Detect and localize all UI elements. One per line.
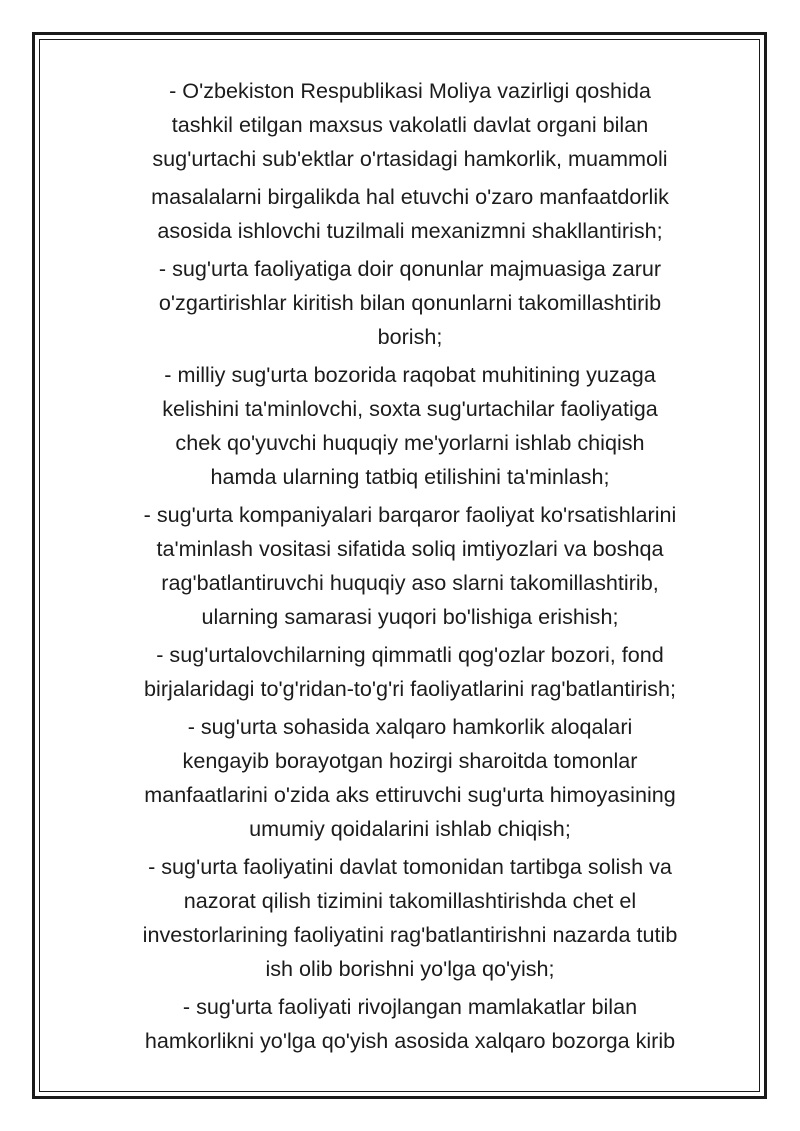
paragraph-6	[100, 710, 720, 846]
text-line: - sug'urtalovchilarning qimmatli qog'ozlar bozori, fond	[156, 642, 664, 667]
text-line: ta'minlash vositasi sifatida soliq imtiyozlari va boshqa	[156, 536, 664, 561]
paragraph-3	[100, 358, 720, 494]
text-line: asosida ishlovchi tuzilmali mexanizmni shakllantirish;	[157, 218, 663, 243]
text-line: - sug'urta sohasida xalqaro hamkorlik aloqalari	[187, 714, 633, 739]
document-body	[100, 74, 720, 1062]
text-line: kelishini ta'minlovchi, soxta sug'urtachilar faoliyatiga	[162, 396, 658, 421]
text-line: chek qo'yuvchi huquqiy me'yorlarni ishlab chiqish	[175, 430, 645, 455]
paragraph-1	[100, 74, 720, 248]
text-line: - sug'urta faoliyatini davlat tomonidan tartibga solish va	[148, 854, 672, 879]
text-line: manfaatlarini o'zida aks ettiruvchi sug'urta himoyasining	[144, 782, 676, 807]
text-line: hamda ularning tatbiq etilishini ta'minlash;	[210, 464, 610, 489]
paragraph-8	[100, 990, 720, 1058]
paragraph-4	[100, 498, 720, 634]
paragraph-2	[100, 252, 720, 354]
paragraph-7	[100, 850, 720, 986]
text-line: sug'urtachi sub'ektlar o'rtasidagi hamkorlik, muammoli	[152, 146, 668, 171]
text-line: umumiy qoidalarini ishlab chiqish;	[249, 816, 571, 841]
text-line: borish;	[377, 324, 443, 349]
text-line: tashkil etilgan maxsus vakolatli davlat organi bilan	[171, 112, 649, 137]
text-line: ularning samarasi yuqori bo'lishiga erishish;	[201, 604, 619, 629]
text-line: - O'zbekiston Respublikasi Moliya vazirligi qoshida	[169, 78, 651, 103]
text-line: masalalarni birgalikda hal etuvchi o'zaro manfaatdorlik	[151, 184, 669, 209]
text-line: nazorat qilish tizimini takomillashtirishda chet el	[183, 888, 637, 913]
text-line: rag'batlantiruvchi huquqiy aso slarni takomillashtirib,	[161, 570, 659, 595]
text-line: o'zgartirishlar kiritish bilan qonunlarni takomillashtirib	[158, 290, 662, 315]
text-line: birjalaridagi to'g'ridan-to'g'ri faoliyatlarini rag'batlantirish;	[144, 676, 676, 701]
text-line: investorlarining faoliyatini rag'batlantirishni nazarda tutib	[142, 922, 678, 947]
text-line: - milliy sug'urta bozorida raqobat muhitining yuzaga	[164, 362, 656, 387]
text-line: - sug'urta faoliyatiga doir qonunlar majmuasiga zarur	[158, 256, 662, 281]
text-line: - sug'urta faoliyati rivojlangan mamlakatlar bilan	[182, 994, 638, 1019]
text-line: ish olib borishni yo'lga qo'yish;	[265, 956, 555, 981]
text-line: kengayib borayotgan hozirgi sharoitda tomonlar	[182, 748, 638, 773]
paragraph-5	[100, 638, 720, 706]
text-line: - sug'urta kompaniyalari barqaror faoliyat ko'rsatishlarini	[143, 502, 677, 527]
text-line: hamkorlikni yo'lga qo'yish asosida xalqaro bozorga kirib	[144, 1028, 676, 1053]
